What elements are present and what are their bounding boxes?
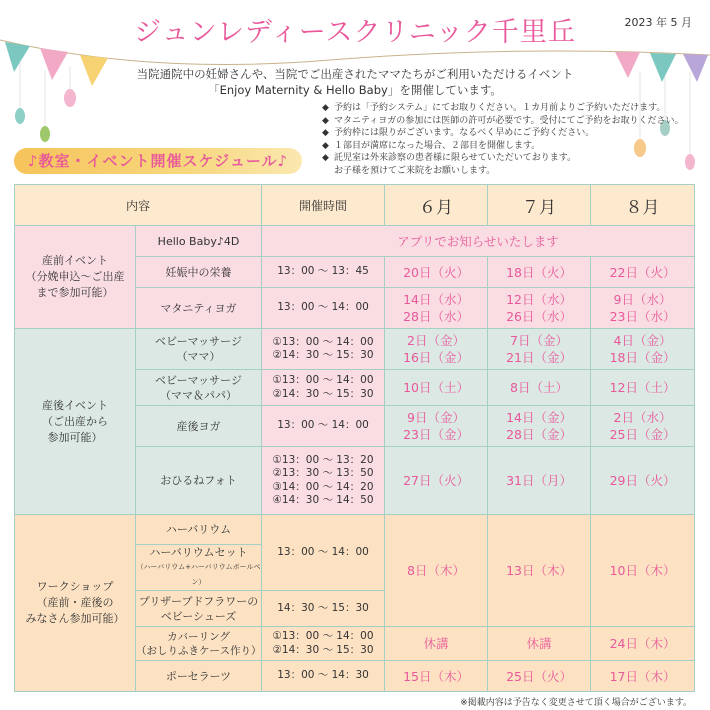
diamond-icon: ◆ bbox=[322, 128, 329, 139]
item-nap-photo: おひるねフォト bbox=[136, 447, 262, 515]
note-item: ◆ マタニティヨガの参加には医師の許可が必要です。受付にてご予約をお取りください。 bbox=[322, 115, 684, 126]
time-cell: 13：00 ～ 14：00 bbox=[262, 406, 385, 447]
date-cell: 15日（木） bbox=[385, 661, 488, 692]
time-cell: ①13：00 ～ 14：00 ②14：30 ～ 15：30 bbox=[262, 329, 385, 370]
date-cell: 14日（水） 28日（水） bbox=[385, 288, 488, 329]
time-cell: 13：00 ～ 13：45 bbox=[262, 257, 385, 288]
date-cell: 31日（月） bbox=[488, 447, 591, 515]
date-cell: 2日（金） 16日（金） bbox=[385, 329, 488, 370]
date-cell: 2日（水） 25日（金） bbox=[591, 406, 695, 447]
table-row bbox=[15, 329, 695, 370]
category-prenatal: 産前イベント （分娩申込～ご出産 まで参加可能） bbox=[15, 226, 136, 329]
category-postnatal: 産後イベント （ご出産から 参加可能） bbox=[15, 329, 136, 515]
date-cell: 12日（水） 26日（水） bbox=[488, 288, 591, 329]
time-cell: 13：00 ～ 14：00 bbox=[262, 515, 385, 591]
item-baby-massage-papa: ベビーマッサージ （ママ＆パパ） bbox=[136, 370, 262, 406]
table-row bbox=[15, 515, 695, 545]
item-covering: カバーリング （おしりふきケース作り） bbox=[136, 627, 262, 661]
diamond-icon: ◆ bbox=[322, 140, 329, 151]
note-item: ◆ 予約枠には限りがございます。なるべく早めにご予約ください。 bbox=[322, 128, 595, 139]
time-cell: ①13：00 ～ 14：00 ②14：30 ～ 15：30 bbox=[262, 370, 385, 406]
date-cell: 24日（木） bbox=[591, 627, 695, 661]
date-cell: 29日（火） bbox=[591, 447, 695, 515]
date-cell: 25日（火） bbox=[488, 661, 591, 692]
date-cell: 18日（火） bbox=[488, 257, 591, 288]
schedule-table bbox=[14, 184, 695, 692]
date-cell: 27日（火） bbox=[385, 447, 488, 515]
date-cell: 8日（土） bbox=[488, 370, 591, 406]
table-header-row bbox=[15, 185, 695, 226]
date-cell: 17日（木） bbox=[591, 661, 695, 692]
diamond-icon: ◆ bbox=[322, 103, 329, 113]
date-cell: 20日（火） bbox=[385, 257, 488, 288]
date-cell: 休講 bbox=[488, 627, 591, 661]
note-item: ◆ 予約は「予約システム」にてお取りください。１カ月前よりご予約いただけます。 bbox=[322, 103, 666, 113]
time-cell: 13：00 ～ 14：30 bbox=[262, 661, 385, 692]
item-hello-baby: Hello Baby♪4D bbox=[136, 226, 262, 257]
issue-date: 2023 年 5 月 bbox=[624, 16, 692, 29]
date-cell: 12日（土） bbox=[591, 370, 695, 406]
item-nutrition: 妊娠中の栄養 bbox=[136, 257, 262, 288]
header-month-2: ７月 bbox=[488, 185, 591, 226]
date-cell: 4日（金） 18日（金） bbox=[591, 329, 695, 370]
notes-list bbox=[322, 102, 707, 178]
header-month-1: ６月 bbox=[385, 185, 488, 226]
item-baby-massage-mama: ベビーマッサージ （ママ） bbox=[136, 329, 262, 370]
item-herbarium-set: ハーバリウムセット （ハーバリウム+ハーバリウムボールペン） bbox=[136, 545, 262, 591]
intro-text: 当院通院中の妊婦さんや、当院でご出産されたママたちがご利用いただけるイベント 「Enjoy Maternity & Hello Baby」を開催しています。 bbox=[136, 67, 574, 97]
time-cell: 13：00 ～ 14：00 bbox=[262, 288, 385, 329]
schedule-heading: ♪教室・イベント開催スケジュール♪ bbox=[14, 148, 302, 174]
date-cell: 7日（金） 21日（金） bbox=[488, 329, 591, 370]
app-notice: アプリでお知らせいたします bbox=[262, 226, 695, 257]
date-cell: 22日（火） bbox=[591, 257, 695, 288]
category-workshop: ワークショップ （産前・産後の みなさん参加可能） bbox=[15, 515, 136, 692]
footer-note: ※掲載内容は予告なく変更させて頂く場合がございます。 bbox=[460, 698, 692, 708]
date-cell: 13日（木） bbox=[488, 515, 591, 627]
time-cell: ①13：00 ～ 13：20 ②13：30 ～ 13：50 ③14：00 ～ 14：20 ④14：30 ～ 14：50 bbox=[262, 447, 385, 515]
time-cell: 14：30 ～ 15：30 bbox=[262, 591, 385, 627]
time-cell: ①13：00 ～ 14：00 ②14：30 ～ 15：30 bbox=[262, 627, 385, 661]
header-month-3: ８月 bbox=[591, 185, 695, 226]
date-cell: 休講 bbox=[385, 627, 488, 661]
table-row bbox=[15, 226, 695, 257]
date-cell: 10日（土） bbox=[385, 370, 488, 406]
note-item: ◆ 託児室は外来診察の患者様に限らせていただいております。 bbox=[322, 153, 577, 164]
item-postnatal-yoga: 産後ヨガ bbox=[136, 406, 262, 447]
date-cell: 8日（木） bbox=[385, 515, 488, 627]
item-preserved-flower: プリザーブドフラワーの ベビーシューズ bbox=[136, 591, 262, 627]
item-herbarium: ハーバリウム bbox=[136, 515, 262, 545]
item-porcelain: ポーセラーツ bbox=[136, 661, 262, 692]
header-time: 開催時間 bbox=[262, 185, 385, 226]
note-item: お子様を預けてご来院をお願いします。 bbox=[334, 165, 496, 176]
date-cell: 9日（水） 23日（水） bbox=[591, 288, 695, 329]
date-cell: 14日（金） 28日（金） bbox=[488, 406, 591, 447]
note-item: ◆ １部目が満席になった場合、２部目を開催します。 bbox=[322, 140, 541, 151]
item-maternity-yoga: マタニティヨガ bbox=[136, 288, 262, 329]
diamond-icon: ◆ bbox=[322, 153, 329, 164]
date-cell: 10日（木） bbox=[591, 515, 695, 627]
header-content: 内容 bbox=[15, 185, 262, 226]
page-title: ジュンレディースクリニック千里丘 bbox=[134, 17, 576, 48]
date-cell: 9日（金） 23日（金） bbox=[385, 406, 488, 447]
diamond-icon: ◆ bbox=[322, 115, 329, 126]
